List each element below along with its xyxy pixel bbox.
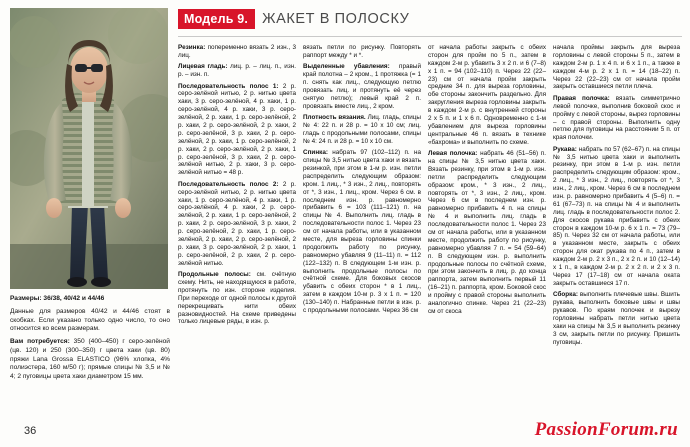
sizes-note: Данные для размеров 40/42 и 44/46 стоят в скобках. Если указано только одно число, то оно относится ко всем размерам. bbox=[10, 307, 170, 333]
header-divider bbox=[178, 36, 682, 37]
paragraph: вязать петли по рисунку. Повторять раппорт между * и *. bbox=[303, 44, 421, 59]
watermark-suffix: .ru bbox=[654, 419, 678, 440]
text-column-4 bbox=[553, 44, 680, 429]
page-header bbox=[178, 8, 682, 30]
site-watermark bbox=[535, 419, 678, 441]
watermark-main: PassionForum bbox=[534, 419, 655, 440]
paragraph: Спинка: набрать 97 (102–112) п. на спицы № 3,5 нитью цвета хаки и вязать резинкой, при этом в 1-м р. изн. петли распределить следующим образом: кром. 1 лиц., * 3 изн., 2 лиц., повторять от *, 3 изн., 1 лиц., кром. Через 6 см. в последнем изн. р. равномерно прибавить 6 = 103 (111–121) п. на спицы № 4. Выполнить лиц. гладь в последовательности полос 1. Через 23 см от начала работы, или в указанном месте, для выреза горловины спинки продолжить работу по рисунку, равномерно убавляя 9 (11–11) п. = 112 (122–132) п. В следующем 1-м изн. р. выполнить продольные полосы по счётной схеме. Для боковых скосов убавить с обеих сторон * в 1 лиц., затем в каждом 10-м р. 3 х 1 п. = 120 (130–140) п. Набранные петли в изн. р. с продольными полосами. Через 36 см bbox=[303, 149, 421, 314]
paragraph: начала проймы закрыть для выреза горловины с левой стороны 5 п., затем в каждом 2-м р. 1 х 4 п. и 6 х 1 п., а также в каждом 4-м р. 2 х 1 п. = 14 (18–22) п. Через 22 (22–23) см от начала пройм закрыть оставшиеся петли плеча. bbox=[553, 44, 680, 91]
text-column-3 bbox=[428, 44, 546, 429]
page-title: ЖАКЕТ В ПОЛОСКУ bbox=[262, 11, 410, 27]
yarn-requirements bbox=[10, 338, 170, 382]
page-number: 36 bbox=[24, 425, 37, 437]
paragraph: Продольные полосы: см. счётную схему. Нить, не находящуюся в работе, протянуть по изн. стороне изделия. При переходе от одной полосы к другой перекрещивать нити обеих разновидностей. На схеме приведены только лицевые ряды, в изн. р. bbox=[178, 271, 296, 326]
sizes-label: Размеры: 36/38, 40/42 и 44/46 bbox=[10, 295, 105, 302]
paragraph: Рукава: набрать по 57 (62–67) п. на спицы № 3,5 нитью цвета хаки и выполнить резинку, при этом в 1-м р. изн. петли распределить следующим образом: кром., 2 лиц., * 3 изн., 2 лиц., повторять от *, 3 изн., 2 лиц., кром. Через 6 см в последнем изн. р. равномерно прибавить 4 (5–6) п. = 61 (67–73) п. на спицы № 4 и выполнить лиц. гладь в последовательности полос 2. Для скосов рукава прибавить с обеих сторон в каждом 10-м р. 6 х 1 п. = 73 (79–85) п. Через 32 см от начала работы, или в указанном месте, закрыть с обеих сторон для окат рукава по 4 п., затем в каждом 2-м р. 2 х 3 п., 2 х 2 п. и 10 (12–14) х 1 п., в каждом 2-м р. 2 х 2 п. и 2 х 3 п. Через 17 (17–18) см от начала оката закрыть оставшиеся 17 п. bbox=[553, 145, 680, 287]
paragraph: от начала работы закрыть с обеих сторон для пройм по 5 п., затем в каждом 2-м р. убавить 3 х 2 п. и 6 (7–8) х 1 п. = 94 (102–110) п. Через 22 (22–23) см от начала пройм закрыть средние 34 п. для выреза горловины, обе стороны закончить раздельно. Для закругления выреза горловины закрыть в каждом 2-м р. с внутренней стороны 2 х 5 п. и 1 х 6 п. Одновременно с 1-м убавлением для выреза горловины центральные 46 п. вязать в технике «бахрома» и выполнить по схеме. bbox=[428, 44, 546, 146]
yarn-label: Вам потребуется: bbox=[10, 338, 70, 346]
sizes-and-materials bbox=[10, 295, 170, 386]
text-column-2 bbox=[303, 44, 421, 429]
paragraph: Последовательность полос 1: 2 р. серо-зелёной нитью, 2 р. нитью цвета хаки, 3 р. серо-зелёной, 4 р. хаки, 1 р. серо-зелёной, 4 р. хаки, 3 р. серо-зелёной, 2 р. хаки, 1 р. серо-зелёной, 2 р. хаки, 2 р. серо-зелёной, 2 р. хаки, 2 р. серо-зелёной, 3 р. хаки, 2 р. серо-зелёной, 2 р. хаки, 1 р. серо-зелёной, 2 р. хаки, 2 р. серо-зелёной, 2 р. хаки, 1 р. серо-зелёной, 3 р. хаки, 2 р. серо-зелёной нитью, 2 р. хаки, 3 р. серо-зелёной нитью = 48 р. bbox=[178, 82, 296, 177]
paragraph: Плотность вязания. Лиц. гладь, спицы № 4: 22 п. и 28 р. = 10 х 10 см; лиц. гладь с продольными полосами, спицы № 4: 24 п. и 28 р. = 10 х 10 см. bbox=[303, 114, 421, 145]
paragraph: Резинка: попеременно вязать 2 изн., 3 лиц. bbox=[178, 44, 296, 59]
paragraph: Лицевая гладь: лиц. р. – лиц. п., изн. р. – изн. п. bbox=[178, 63, 297, 79]
paragraph: Сборка: выполнить плечевые швы. Вшить рукава, выполнить боковые швы и швы рукавов. По краям полочек и вырезу горловины набрать петли нитью цвета хаки на спицы № 3,5 и выполнить резинку 3 см, закрыть петли по рисунку. Пришить пуговицы. bbox=[553, 291, 680, 346]
model-photo-illustration bbox=[10, 8, 168, 289]
text-column-1 bbox=[178, 44, 296, 429]
paragraph: Левая полочка: набрать 46 (51–56) п. на спицы № 3,5 нитью цвета хаки. Вязать резинку, при этом в 1-м р. изн. петли распределить следующим образом: кром., * 3 изн., 2 лиц., повторять от *, 3 изн., 2 лиц., кром. Через 6 см в последнем изн. р. равномерно прибавить 4 п. на спицы № 4 и выполнить лиц. гладь в последовательности полос 1. Через 23 см от начала работы, или в указанном месте, продолжить работу по рисунку, равномерно убавляя 7 п. = 54 (59–64) п. В следующем изн. р. выполнить продольные полосы по счётной схеме, при этом закончить в лиц. р. до конца раппорта, затем выполнить первый 11 (16–21) п. раппорта, кром. Боковой скос и пройму с правой стороны выполнить аналогично спинке. Через 21 (22–23) см от скоса bbox=[428, 150, 546, 315]
photo-column bbox=[10, 8, 168, 289]
paragraph: Выделенные убавления: правый край полотна – 2 кром., 1 протяжка (= 1 п. снять как лиц., следующую петлю провязать лиц. и протянуть её через снятую петлю); левый край 2 п. провязать вместе лиц., 2 кром. bbox=[303, 63, 421, 110]
model-photo bbox=[10, 8, 168, 289]
model-number-badge: Модель 9. bbox=[178, 9, 255, 29]
paragraph: Последовательность полос 2: 2 р. серо-зелёной нитью, 2 р. нитью цвета хаки, 1 р. серо-зелёной, 4 р. хаки, 1 р. серо-зелёной, 4 р. хаки, 2 р. серо-зелёной, 2 р. хаки, 1 р. серо-зелёной, 2 р. хаки, 2 р. серо-зелёной, 3 р. хаки, 2 р. серо-зелёной, 2 р. хаки, 1 р. серо-зелёной, 2 р. хаки, 2 р. серо-зелёной, 2 р. хаки, 3 р. серо-зелёной, 2 р. хаки, 1 р. серо-зелёной, 2 р. хаки, 2 р. серо-зелёной нитью. bbox=[178, 180, 296, 267]
paragraph: Правая полочка: вязать симметрично левой полочке, выполнив боковой скос и пройму с левой стороны, вырез горловины – с правой стороны. Выполнить одну петлю для пуговицы на расстоянии 5 п. от края полочки. bbox=[553, 94, 681, 142]
yarn-text: 350 (400–450) г серо-зелёной (цв. 120) и 250 (300–350) г цвета хаки (цв. 80) пряжи Lana Grossa ELASTICO (96% хлопка, 4% полиэстера, 160 м/50 г); прямые спицы № 3,5 и № 4; 2 пуговицы цвета хаки диаметром 15 мм. bbox=[10, 338, 170, 381]
